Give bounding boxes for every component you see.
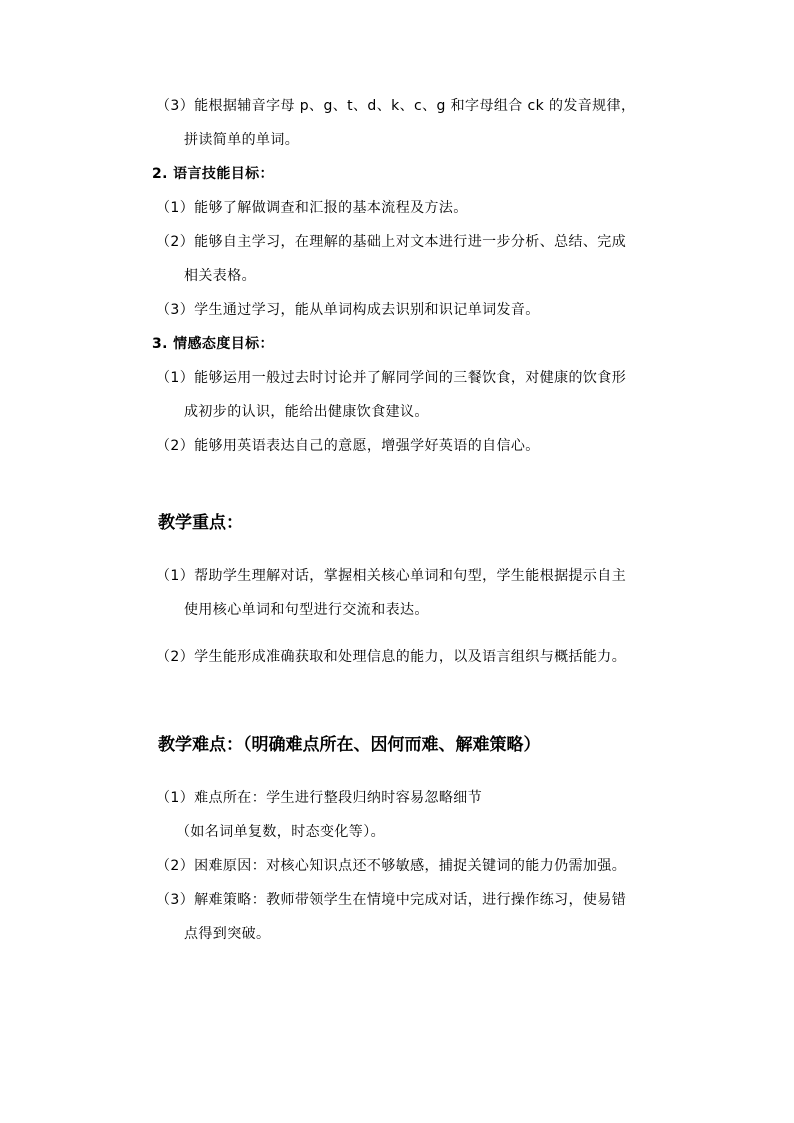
attitude-objective-title: 3. 情感态度目标：	[152, 336, 274, 352]
difficulty-1-line2: （如名词单复数，时态变化等）。	[176, 824, 385, 840]
key-point-1-line1: （1）帮助学生理解对话，掌握相关核心单词和句型，学生能根据提示自主	[156, 568, 627, 584]
difficulty-3-line1: （3）解难策略：教师带领学生在情境中完成对话，进行操作练习，使易错	[156, 892, 627, 908]
key-points-heading: 教学重点：	[158, 513, 243, 533]
difficulties-heading: 教学难点：（明确难点所在、因何而难、解难策略）	[158, 735, 541, 755]
skills-objective-title: 2. 语言技能目标：	[152, 166, 274, 182]
difficulty-2: （2）困难原因：对核心知识点还不够敏感，捕捉关键词的能力仍需加强。	[156, 858, 627, 874]
knowledge-objective-3-line2: 拼读简单的单词。	[184, 132, 300, 148]
skills-objective-2-line1: （2）能够自主学习，在理解的基础上对文本进行进一步分析、总结、完成	[156, 234, 627, 250]
skills-objective-1: （1）能够了解做调查和汇报的基本流程及方法。	[156, 200, 468, 216]
attitude-objective-2: （2）能够用英语表达自己的意愿，增强学好英语的自信心。	[156, 438, 540, 454]
skills-objective-3: （3）学生通过学习，能从单词构成去识别和识记单词发音。	[156, 302, 540, 318]
difficulty-3-line2: 点得到突破。	[184, 926, 271, 942]
difficulty-1-line1: （1）难点所在：学生进行整段归纳时容易忽略细节	[156, 790, 483, 806]
attitude-objective-1-line2: 成初步的认识，能给出健康饮食建议。	[184, 404, 429, 420]
key-point-2: （2）学生能形成准确获取和处理信息的能力，以及语言组织与概括能力。	[156, 649, 627, 665]
knowledge-objective-3-line1: （3）能根据辅音字母 p、g、t、d、k、c、g 和字母组合 ck 的发音规律，	[156, 98, 636, 114]
attitude-objective-1-line1: （1）能够运用一般过去时讨论并了解同学间的三餐饮食，对健康的饮食形	[156, 370, 627, 386]
skills-objective-2-line2: 相关表格。	[184, 268, 256, 284]
key-point-1-line2: 使用核心单词和句型进行交流和表达。	[184, 602, 429, 618]
